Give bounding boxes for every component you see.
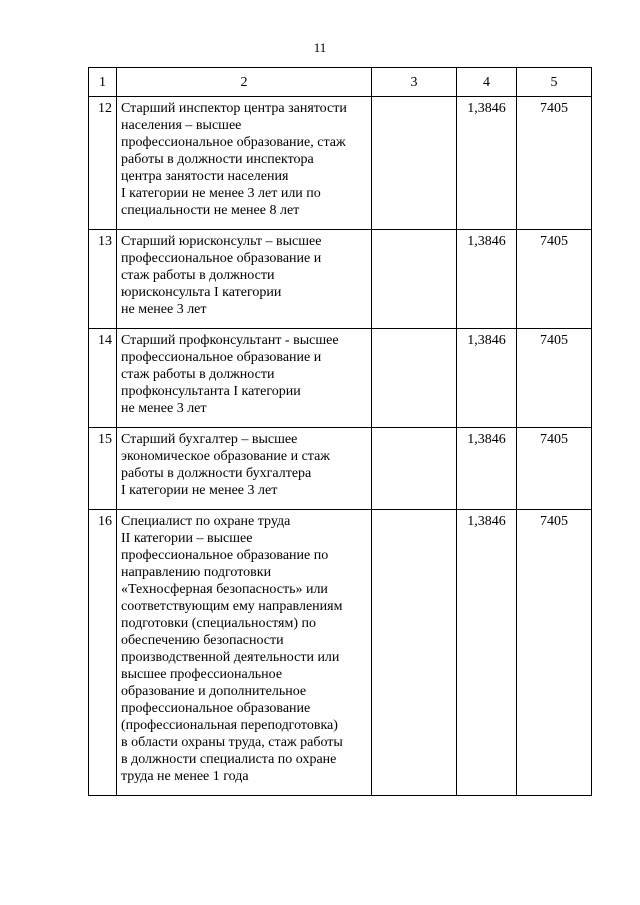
salary-cell: 7405 (517, 510, 592, 796)
coefficient-cell: 1,3846 (457, 97, 517, 230)
page-number: 11 (313, 40, 327, 55)
table-row (89, 510, 592, 796)
description-line: Старший бухгалтер – высшее (121, 432, 298, 447)
column-3-cell (372, 230, 457, 329)
table-row (89, 329, 592, 428)
description-line: направлению подготовки (121, 565, 272, 580)
description-line: образование и дополнительное (121, 684, 307, 699)
position-description (117, 329, 372, 428)
description-line: в должности специалиста по охране (121, 752, 337, 767)
description-line: «Техносферная безопасность» или (121, 582, 328, 597)
table-body (89, 97, 592, 796)
column-3-cell (372, 510, 457, 796)
header-col-4: 4 (457, 68, 517, 97)
description-line: специальности не менее 8 лет (121, 203, 300, 218)
header-col-5: 5 (517, 68, 592, 97)
description-line: обеспечению безопасности (121, 633, 284, 648)
description-line: I категории не менее 3 лет (121, 483, 278, 498)
coefficient-cell: 1,3846 (457, 428, 517, 510)
position-description (117, 510, 372, 796)
description-line: подготовки (специальностям) по (121, 616, 316, 631)
position-description (117, 97, 372, 230)
position-description (117, 428, 372, 510)
description-line: (профессиональная переподготовка) (121, 718, 338, 733)
header-col-2: 2 (117, 68, 372, 97)
table-row (89, 428, 592, 510)
coefficient-cell: 1,3846 (457, 510, 517, 796)
description-line: профессиональное образование, стаж (121, 135, 346, 150)
description-line: профессиональное образование и (121, 251, 322, 266)
coefficient-cell: 1,3846 (457, 329, 517, 428)
salary-cell: 7405 (517, 230, 592, 329)
row-number: 12 (89, 97, 117, 230)
description-line: Старший инспектор центра занятости (121, 101, 347, 116)
table-row (89, 230, 592, 329)
description-line: I категории не менее 3 лет или по (121, 186, 321, 201)
description-line: профессиональное образование по (121, 548, 329, 563)
description-line: не менее 3 лет (121, 401, 207, 416)
position-description (117, 230, 372, 329)
description-line: профконсультанта I категории (121, 384, 301, 399)
description-line: не менее 3 лет (121, 302, 207, 317)
header-row (89, 68, 592, 97)
row-number: 14 (89, 329, 117, 428)
description-line: производственной деятельности или (121, 650, 340, 665)
row-number: 13 (89, 230, 117, 329)
column-3-cell (372, 428, 457, 510)
description-line: Специалист по охране труда (121, 514, 291, 529)
description-line: Старший профконсультант - высшее (121, 333, 339, 348)
row-number: 15 (89, 428, 117, 510)
description-line: работы в должности бухгалтера (121, 466, 312, 481)
column-3-cell (372, 329, 457, 428)
salary-cell: 7405 (517, 329, 592, 428)
coefficient-cell: 1,3846 (457, 230, 517, 329)
header-col-3: 3 (372, 68, 457, 97)
header-col-1: 1 (89, 68, 117, 97)
description-line: профессиональное образование (121, 701, 311, 716)
description-line: стаж работы в должности (121, 367, 275, 382)
description-line: высшее профессиональное (121, 667, 283, 682)
description-line: соответствующим ему направлениям (121, 599, 343, 614)
description-line: стаж работы в должности (121, 268, 275, 283)
description-line: центра занятости населения (121, 169, 289, 184)
description-line: населения – высшее (121, 118, 242, 133)
description-line: труда не менее 1 года (121, 769, 249, 784)
row-number: 16 (89, 510, 117, 796)
description-line: экономическое образование и стаж (121, 449, 330, 464)
positions-table (88, 67, 592, 796)
salary-cell: 7405 (517, 428, 592, 510)
table-header (89, 68, 592, 97)
table-row (89, 97, 592, 230)
salary-cell: 7405 (517, 97, 592, 230)
description-line: работы в должности инспектора (121, 152, 314, 167)
description-line: в области охраны труда, стаж работы (121, 735, 343, 750)
description-line: Старший юрисконсульт – высшее (121, 234, 322, 249)
description-line: юрисконсульта I категории (121, 285, 282, 300)
description-line: II категории – высшее (121, 531, 253, 546)
column-3-cell (372, 97, 457, 230)
description-line: профессиональное образование и (121, 350, 322, 365)
